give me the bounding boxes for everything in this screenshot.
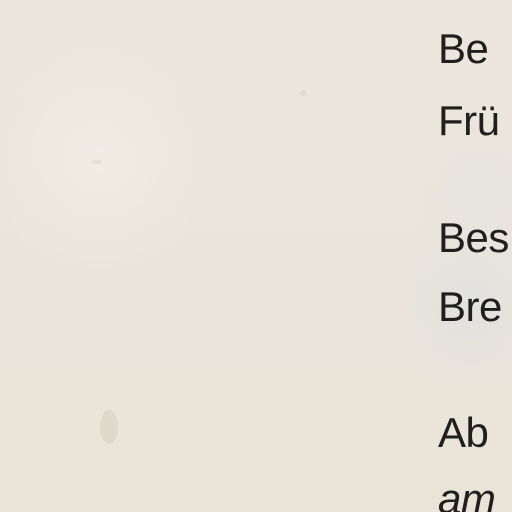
paragraph-3-line-2: am <box>438 475 496 512</box>
paragraph-1-line-2: Frü <box>438 97 500 144</box>
paragraph-2-line-1: Bes <box>438 214 509 261</box>
paragraph-3-line-1: Ab <box>438 409 489 456</box>
paragraph-1-line-1: Be <box>438 25 489 72</box>
paper-speck <box>300 90 306 96</box>
paper-speck <box>100 410 118 444</box>
paper-speck <box>92 160 102 164</box>
paragraph-2-line-2: Bre <box>438 283 502 330</box>
